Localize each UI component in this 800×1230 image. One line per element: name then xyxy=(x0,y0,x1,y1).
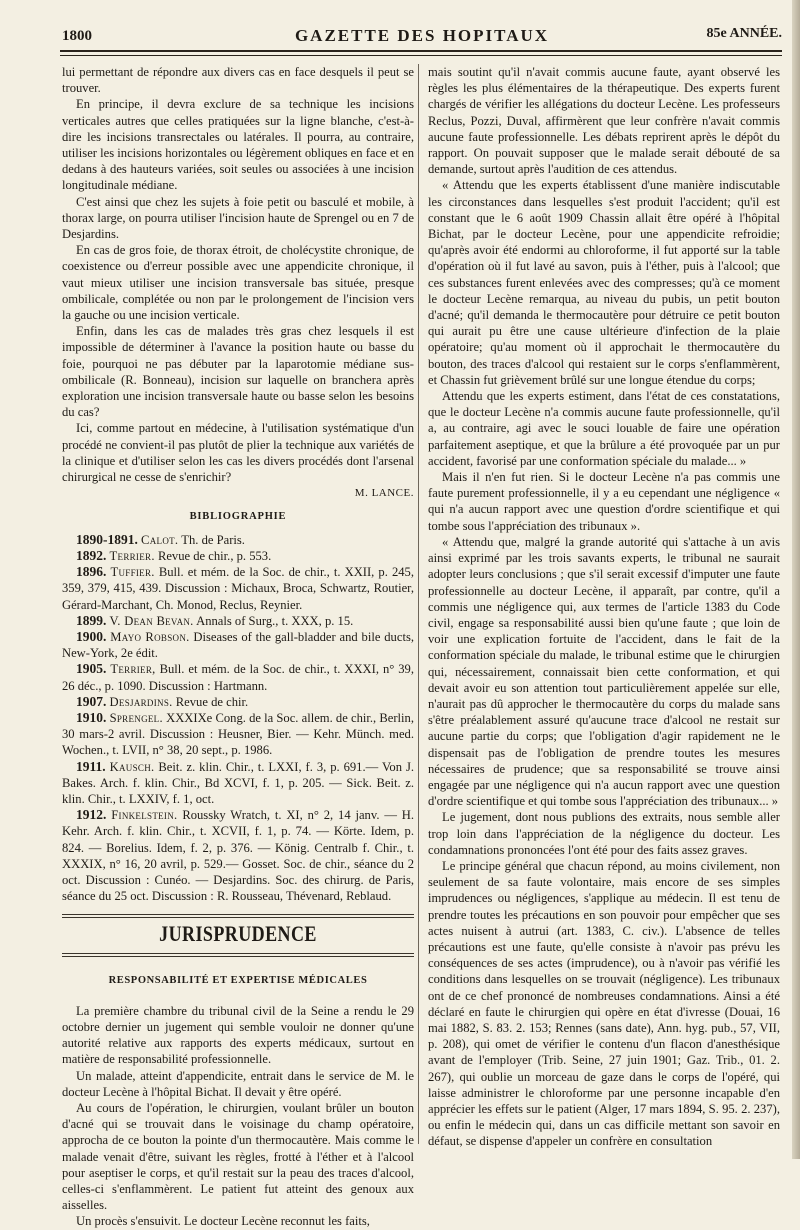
paragraph: Le jugement, dont nous publions des extraits, nous semble aller trop loin dans l'appréciation de la négligence du docteur. Les condamnations prononcées l'ont été pour des faits assez graves. xyxy=(428,810,780,857)
bibliography-author: Mayo Robson. xyxy=(110,629,190,644)
bibliography-reference: XXXIXe Cong. de la Soc. allem. de chir., Berlin, 30 mars-2 avril. Discussion : Heusner, Bier. — Kehr. Münch. med. Wochen., t. LVII, n° 38, 20 sept., p. 1986. xyxy=(62,710,414,758)
subsection-title: RESPONSABILITÉ ET EXPERTISE MÉDICALES xyxy=(108,974,368,986)
bibliography-entry xyxy=(62,548,414,564)
bibliography-entry xyxy=(62,629,414,661)
bibliography-reference: Bull. et mém. de la Soc. de chir., t. XXII, p. 245, 359, 379, 415, 439. Discussion : Michaux, Broca, Schwartz, Routier, Gérard-Marchant, Ch. Monod, Reclus, Reynier. xyxy=(62,565,414,612)
paragraph: Au cours de l'opération, le chirurgien, voulant brûler un bouton d'acné qui se trouvait dans le voisinage du champ opératoire, approcha de ce bouton la pointe d'un thermocautère. Mais comme le malade venait d'être, suivant les règles, frotté à l'éther et à l'alcool pour aseptiser le corps, et qu'il restait sur la peau des traces d'alcool, celles-ci s'enflammèrent. Le patient fut atteint des genoux aux aisselles. xyxy=(62,1100,414,1213)
bibliography-reference: Revue de chir. xyxy=(175,694,249,709)
bibliography-author: Terrier. xyxy=(109,548,155,563)
bibliography-entry xyxy=(62,710,414,759)
paragraph: Ici, comme partout en médecine, à l'utilisation systématique d'un procédé ne convient-il pas plutôt de plier la technique aux variétés de la clinique et d'utiliser selon les cas les divers procédés dont l'arsenal chirurgical ne cesse de s'enrichir? xyxy=(62,421,414,485)
bibliography-author: V. Dean Bevan. xyxy=(109,613,194,628)
section-rule xyxy=(62,953,414,957)
header-rule xyxy=(60,50,782,56)
paragraph: Enfin, dans les cas de malades très gras chez lesquels il est impossible de déterminer à l'avance la position haute ou basse du foie, pourquoi ne pas débuter par la laparotomie médiane sus-ombilicale (R. Bonneau), incision sur laquelle on branchera après exploration une incision transversale haute ou basse selon les besoins du cas? xyxy=(62,324,414,420)
volume-year: 85e ANNÉE. xyxy=(706,26,782,41)
bibliography-entry xyxy=(62,694,414,710)
paragraph: Attendu que les experts estiment, dans l'état de ces constatations, que le docteur Lecène n'a commis aucune faute professionnelle, qu'il a, au contraire, agi avec le souci louable de faire une opération parfaitement aseptique, et que la brûlure a été provoquée par un pur accident, favorisé par une conformation spéciale du malade... » xyxy=(428,389,780,468)
bibliography-entry xyxy=(62,759,414,808)
paragraph: En cas de gros foie, de thorax étroit, de cholécystite chronique, de coexistence ou d'erreur possible avec une appendicite chronique, il vaut mieux utiliser une incision transversale bas située, presque ombilicale, complétée ou non par le prolongement de l'incision vers la gauche ou une incision verticale. xyxy=(62,243,414,323)
bibliography-year: 1899. xyxy=(76,612,107,628)
bibliography-author: Sprengel. xyxy=(109,710,163,725)
section-title: JURISPRUDENCE xyxy=(159,921,317,947)
bibliography-year: 1905. xyxy=(76,661,107,677)
bibliography-year: 1892. xyxy=(76,547,107,563)
bibliography-year: 1911. xyxy=(76,758,106,774)
bibliography-entry xyxy=(62,613,414,629)
bibliography-author: Desjardins. xyxy=(109,694,173,709)
paragraph: mais soutint qu'il n'avait commis aucune faute, ayant observé les règles les plus élémentaires de la thérapeutique. Des experts furent chargés de vérifier les allégations du docteur Lecène. Les professeurs Reclus, Pozzi, Duval, affirmèrent que leur confrère n'avait commis aucune faute professionnelle. Les débats reprirent après le dépôt du rapport. On pouvait supposer que le malade serait débouté de sa demande, surtout après l'audition de ces attendus. xyxy=(428,65,780,177)
bibliography-year: 1890-1891. xyxy=(76,531,138,547)
section-rule xyxy=(62,914,414,918)
paragraph: « Attendu que, malgré la grande autorité qui s'attache à un avis ainsi exprimé par les trois savants experts, le tribunal ne saurait adopter leurs conclusions ; que s'il serait excessif d'imputer une faute professionnelle au docteur Lecène, il apparaît, par contre, qu'il a commis une négligence qui, aux termes de l'article 1383 du Code civil, engage sa responsabilité aussi bien qu'une faute ; que loin de voir une explication fortuite de l'accident, dans le fait de la conformation spéciale du malade, le tribunal estime que le chirurgien qui, nécessairement, connaissait bien cette conformation, et qui devait avoir eu son attention tout particulièrement appelée sur elle, n'aurait pas dû approcher le thermocautère du corps du malade sans s'être préalablement assuré qu'aucune trace d'alcool ne restait sur aucune partie du corps; que l'obligation d'agir rapidement ne le dispensait pas de l'obligation de prendre toutes les mesures nécessaires de prudence; que sa responsabilité se trouve ainsi engagée par une négligence qui n'a aucun rapport avec une question d'ordre scientifique et qui tombe sous l'appréciation des tribunaux... » xyxy=(428,534,780,809)
page-header xyxy=(62,24,782,48)
author-signature: M. LANCE. xyxy=(354,487,414,500)
bibliography-author: Finkelstein. xyxy=(111,808,178,823)
bibliography-entry xyxy=(62,807,414,904)
bibliography-reference: Diseases of the gall-bladder and bile ducts, New-York, 2e édit. xyxy=(62,629,414,661)
paragraph: La première chambre du tribunal civil de la Seine a rendu le 29 octobre dernier un jugement qui semble vouloir ne donner qu'une autorité relative aux rapports des experts médicaux, surtout en matière de responsabilité professionnelle. xyxy=(62,1003,414,1067)
bibliography-author: Kausch. xyxy=(109,759,155,774)
bibliography-year: 1912. xyxy=(76,807,107,823)
bibliography-reference: Th. de Paris. xyxy=(181,532,245,547)
bibliography-year: 1896. xyxy=(76,564,107,580)
bibliography-year: 1900. xyxy=(76,628,107,644)
bibliography-author: Calot. xyxy=(141,532,179,547)
bibliography-heading: BIBLIOGRAPHIE xyxy=(189,511,287,523)
left-column xyxy=(62,64,415,1229)
paragraph: Un procès s'ensuivit. Le docteur Lecène reconnut les faits, xyxy=(76,1214,370,1229)
paragraph: En principe, il devra exclure de sa technique les incisions verticales autres que celles pratiquées sur la ligne blanche, c'est-à-dire les incisions transrectales ou latérales. Il pourra, au contraire, utiliser les incisions horizontales ou légèrement obliques en face et en dedans à des hauteurs variées, soit seules ou associées à une incision longitudinale médiane. xyxy=(62,97,414,193)
bibliography-list xyxy=(62,532,414,905)
paragraph: Mais il n'en fut rien. Si le docteur Lecène n'a pas commis une faute purement professionnelle, il y a eu cependant une négligence « qui n'a aucun rapport avec une question d'ordre scientifique et qui tombe sous l'appréciation des tribunaux ». xyxy=(428,470,780,533)
bibliography-year: 1907. xyxy=(76,693,107,709)
column-divider xyxy=(418,64,419,1144)
bibliography-reference: Roussky Wratch, t. XI, n° 2, 14 janv. — H. Kehr. Arch. f. klin. Chir., t. XCVII, f. 1, p. 74. — Körte. Idem, p. 824. — Borelius. Idem, f. 2, p. 376. — König. Centralb f. Chir., t. XXXIX, n° 16, 20 avril, p. 529.— Gosset. Soc. de chir., séance du 2 oct. Discussion : Cunéo. — Desjardins. Soc. des chirurg. de Paris, séance du 25 oct. Discussion : R. Rousseau, Thévenard, Reblaud. xyxy=(62,808,414,904)
right-column xyxy=(428,64,780,1149)
paragraph: C'est ainsi que chez les sujets à foie petit ou basculé et mobile, à thorax large, on pourra utiliser l'incision haute de Sprengel ou en 7 de Desjardins. xyxy=(62,194,414,242)
paragraph: lui permettant de répondre aux divers cas en face desquels il peut se trouver. xyxy=(62,65,414,96)
bibliography-reference: Beit. z. klin. Chir., t. LXXI, f. 3, p. 691.— Von J. Bakes. Arch. f. klin. Chir., Bd XCVI, f. 1, p. 205. — Sick. Beit. z. klin. Chir., t. LXXIV, f. 1, oct. xyxy=(62,759,414,806)
paragraph: Un malade, atteint d'appendicite, entrait dans le service de M. le docteur Lecène à l'hôpital Bichat. Il devait y être opéré. xyxy=(62,1068,414,1099)
bibliography-reference: Annals of Surg., t. XXX, p. 15. xyxy=(196,613,354,628)
bibliography-reference: Bull. et mém. de la Soc. de chir., t. XXXI, n° 39, 26 déc., p. 1090. Discussion : Hartmann. xyxy=(62,662,415,693)
bibliography-entry xyxy=(62,564,414,613)
bibliography-entry xyxy=(62,661,414,693)
bibliography-author: Terrier, xyxy=(110,662,156,677)
journal-title: GAZETTE DES HOPITAUX xyxy=(294,26,550,45)
paragraph: Le principe général que chacun répond, au moins civilement, non seulement de sa faute volontaire, mais encore de ses simples imprudences ou négligences, s'applique au médecin. Il est tenu de prendre toutes les précautions en son pouvoir pour empêcher que ses actes nuisent à autrui (art. 1383, C. civ.). L'absence de telles précautions est une faute, qu'elle consiste à n'avoir pas prévu les conséquences de ses actes (imprudence), ou à n'avoir pas vérifié les conditions dans lesquelles on se trouvait (négligence). Les tribunaux ont de ce chef prononcé de nombreuses condamnations. Ainsi a été déclaré en faute le chirurgien qui opère en état d'ivresse (Douai, 16 mai 1882, S. 83. 2. 153; Rennes (sans date), Ann. hyg. pub., 57, VII, p. 208), qui omet de vérifier le contenu d'un flacon d'anesthésique avant de l'employer (Trib. Seine, 27 juin 1901; Gaz. Trib., 01. 2. 267), qui oublie un morceau de gaze dans le corps de l'opéré, qui laisse administrer le chloroforme par une personne incapable d'en apprécier les effets sur le patient (Alger, 17 mars 1894, S. 95. 2. 237), ou enfin le médecin qui, dans un cas difficile mettant son savoir en défaut, se dispense d'appeler un confrère en consultation xyxy=(428,858,780,1149)
page-number: 1800 xyxy=(62,28,92,44)
bibliography-year: 1910. xyxy=(76,709,107,725)
bibliography-entry xyxy=(62,532,414,548)
paragraph: « Attendu que les experts établissent d'une manière indiscutable les circonstances dans lesquelles s'est produit l'accident; qu'il est constant que le 6 août 1909 Chassin allait être opéré à l'hôpital Bichat, par le docteur Lecène, pour une appendicite refroidie; qu'après avoir été endormi au chloroforme, il fut apporté sur la table d'opération où il fut lavé au savon, puis à l'éther, puis à l'alcool; que ces substances furent enlevées avec des compresses; qu'à ce moment le docteur Lecène remarqua, au niveau du pubis, un petit bouton d'acné; qu'il demanda le thermocautère pour détruire ce petit bouton qui aurait pu être une cause ultérieure d'infection de la plaie opératoire; qu'au moment où il approchait le thermocautère du bouton, des traces d'alcool qui restaient sur le corps s'enflammèrent, et Chassin fut grièvement brûlé sur une longue étendue du corps; xyxy=(428,178,780,387)
bibliography-reference: Revue de chir., p. 553. xyxy=(157,548,272,563)
page-edge xyxy=(792,0,800,1159)
bibliography-author: Tuffier. xyxy=(110,565,155,580)
